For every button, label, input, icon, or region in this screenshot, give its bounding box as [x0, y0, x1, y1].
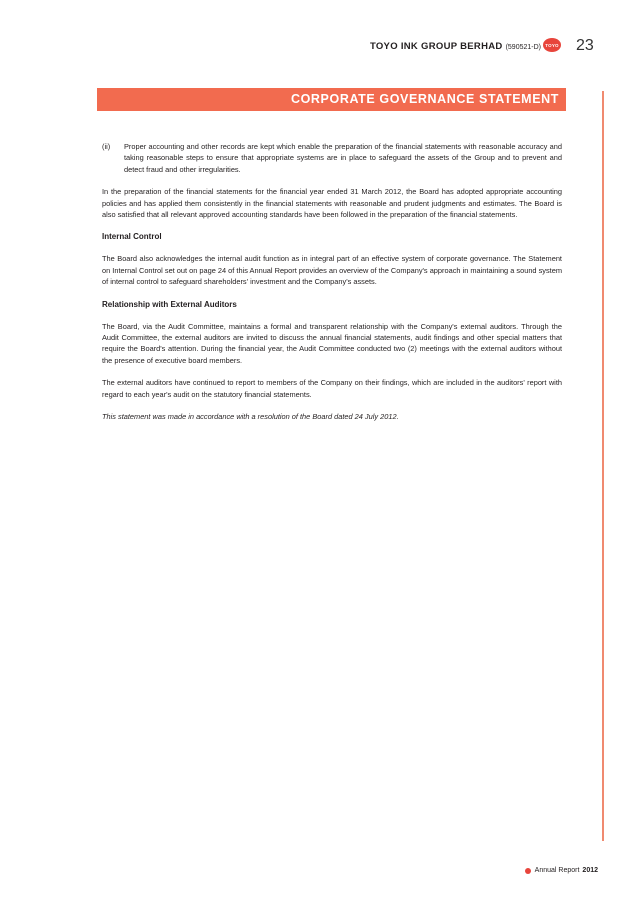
board-resolution-statement: This statement was made in accordance with a resolution of the Board dated 24 July 2012. [102, 412, 399, 422]
footer-label: Annual Report [534, 867, 580, 874]
right-margin-rule [602, 91, 604, 841]
toyo-logo: TOYO [543, 38, 561, 52]
financial-statements-paragraph: In the preparation of the financial statements for the financial year ended 31 March 2012, the Board has adopted appropriate accounting policies and has applied them consistently in the financial statements with reasonable and prudent judgments and estimates. The Board is also satisfied that all relevant approved accounting standards have been followed in the preparation of the financial statements. [102, 187, 562, 220]
footer-dot-icon [525, 868, 531, 874]
external-auditors-paragraph-2: The external auditors have continued to report to members of the Company on their findings, which are included in the auditors' report with regard to each year's audit on the statutory financial statements. [102, 378, 562, 399]
external-auditors-heading: Relationship with External Auditors [102, 299, 237, 309]
list-item-ii [102, 141, 562, 175]
footer-year: 2012 [582, 867, 598, 874]
company-name: TOYO INK GROUP BERHAD [369, 41, 503, 52]
body-content [102, 141, 562, 434]
internal-control-paragraph: The Board also acknowledges the internal audit function as in integral part of an effective system of corporate governance. The Statement on Internal Control set out on page 24 of this Annual Report provides an overview of the Company's approach in maintaining a sound system of internal control to safeguard shareholders' investment and the Company's assets. [102, 254, 562, 287]
list-marker: (ii) [102, 142, 111, 151]
section-title: CORPORATE GOVERNANCE STATEMENT [290, 92, 559, 106]
registration-number: (590521-D) [505, 44, 541, 51]
page-footer [525, 867, 598, 874]
list-item-text: Proper accounting and other records are kept which enable the preparation of the financial statements with reasonable accuracy and taking reasonable steps to ensure that appropriate systems are in place to safeguard the assets of the Group and to prevent and detect fraud and other irregularities. [124, 142, 562, 174]
company-header [370, 41, 541, 52]
external-auditors-paragraph-1: The Board, via the Audit Committee, maintains a formal and transparent relationship with the Company's external auditors. Through the Audit Committee, the external auditors are invited to discuss the annual financial statements, audit findings and other special matters that require the Board's attention. During the financial year, the Audit Committee conducted two (2) meetings with the external auditors without the presence of executive board members. [102, 321, 562, 365]
internal-control-heading: Internal Control [102, 232, 162, 242]
section-title-bar [97, 88, 566, 111]
page-number: 23 [576, 37, 594, 54]
